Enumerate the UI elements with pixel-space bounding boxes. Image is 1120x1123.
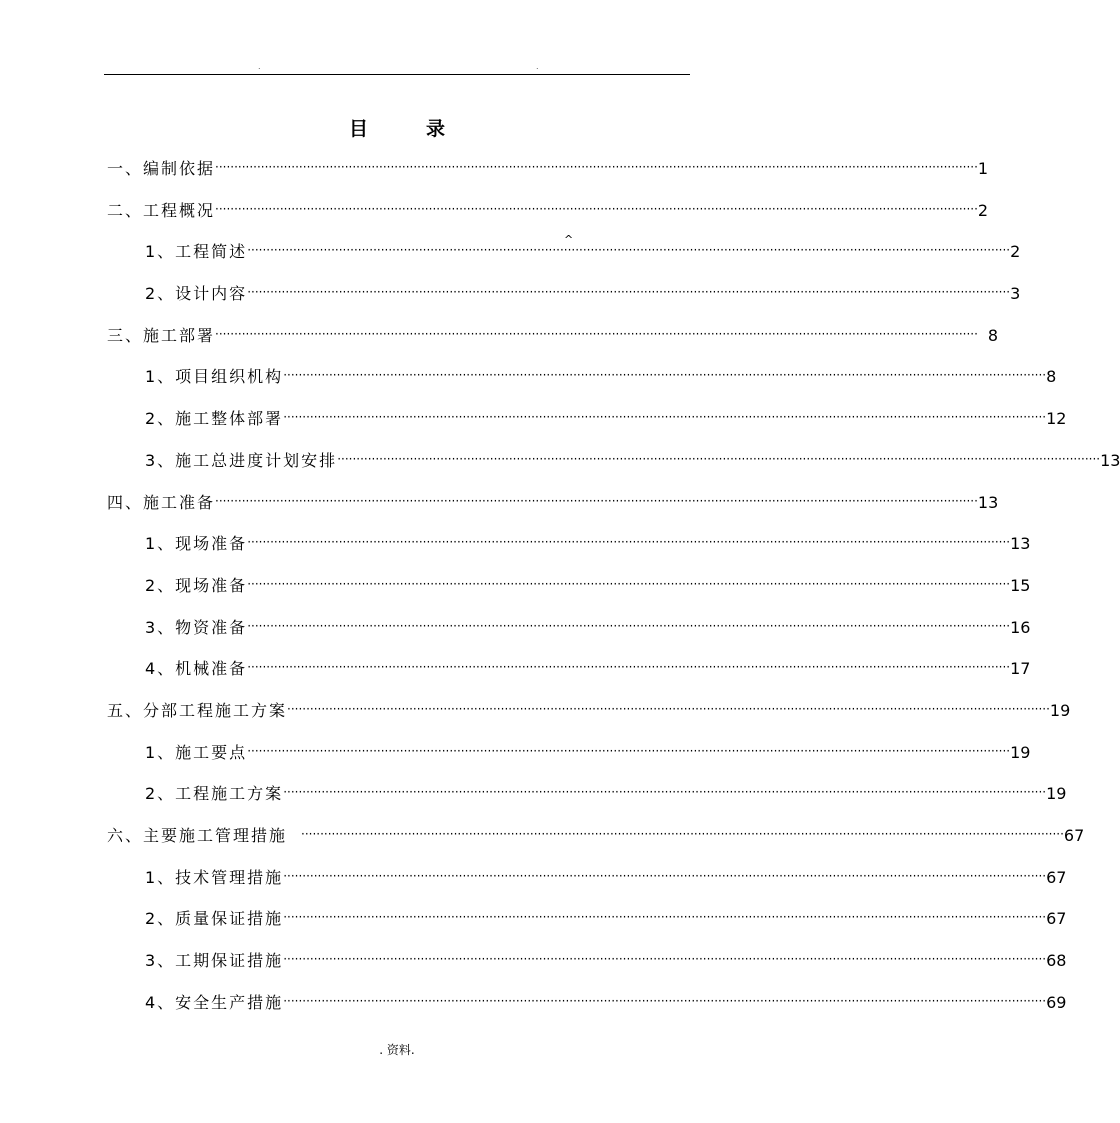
toc-entry[interactable] [145, 740, 1031, 766]
toc-entry[interactable] [107, 698, 1071, 724]
toc-entry-note: ^ [564, 233, 574, 246]
toc-leader-dots: ········································································································································································································ [283, 368, 1047, 382]
toc-entry-page: 19 [1049, 701, 1071, 720]
toc-entry-label: 3、施工总进度计划安排 [145, 451, 338, 470]
toc-entry[interactable] [145, 865, 1067, 891]
toc-leader-dots: ········································································································································································································ [283, 952, 1047, 966]
toc-leader-dots: ········································································································································································································ [337, 452, 1101, 466]
toc-entry[interactable] [145, 906, 1067, 932]
page-title [0, 116, 794, 142]
toc-entry[interactable] [145, 406, 1067, 432]
toc-entry-label: 一、编制依据 [107, 159, 216, 178]
toc-entry[interactable] [107, 198, 989, 224]
toc-leader-dots: ········································································································································································································ [247, 285, 1011, 299]
toc-entry-label: 三、施工部署 [107, 326, 216, 345]
toc-entry-label: 1、技术管理措施 [145, 868, 284, 887]
toc-entry-page: 16 [1010, 618, 1031, 637]
toc-entry[interactable] [107, 323, 999, 349]
toc-entry[interactable] [145, 531, 1031, 557]
toc-leader-dots: ········································································································································································································ [283, 869, 1047, 883]
toc-entry-label: 1、施工要点 [145, 743, 248, 762]
toc-entry-page: 13 [1100, 451, 1120, 470]
toc-entry-page: 2 [1010, 242, 1021, 261]
toc-leader-dots: ········································································································································································································ [283, 410, 1047, 424]
header-mark-right: . [536, 62, 539, 71]
toc-leader-dots: ········································································································································································································ [247, 535, 1011, 549]
header-rule [104, 74, 690, 75]
toc-entry-page: 69 [1046, 993, 1067, 1012]
toc-entry[interactable] [145, 281, 1021, 307]
toc-entry[interactable] [145, 781, 1067, 807]
toc-entry-page: 2 [977, 201, 989, 220]
toc-leader-dots: ········································································································································································································ [215, 160, 978, 174]
toc-entry[interactable] [145, 948, 1067, 974]
toc-entry[interactable] [145, 656, 1031, 682]
toc-entry-page: 8 [987, 326, 999, 345]
toc-entry-page: 67 [1063, 826, 1085, 845]
toc-entry-label: 4、安全生产措施 [145, 993, 284, 1012]
toc-entry[interactable] [145, 364, 1057, 390]
toc-leader-dots: ········································································································································································································ [283, 910, 1047, 924]
toc-entry-page: 67 [1046, 868, 1067, 887]
toc-entry-page: 19 [1046, 784, 1067, 803]
toc-entry[interactable] [145, 615, 1031, 641]
toc-entry-label: 五、分部工程施工方案 [107, 701, 288, 720]
toc-entry-page: 13 [977, 493, 999, 512]
toc-leader-dots: ········································································································································································································ [283, 785, 1047, 799]
toc-entry[interactable] [107, 823, 1085, 849]
toc-entry-label: 2、质量保证措施 [145, 909, 284, 928]
toc-entry-page: 17 [1010, 659, 1031, 678]
toc-entry[interactable] [145, 448, 1120, 474]
toc-entry-label: 二、工程概况 [107, 201, 216, 220]
toc-entry[interactable] [107, 490, 999, 516]
toc-entry-page: 3 [1010, 284, 1021, 303]
toc-leader-dots: ········································································································································································································ [247, 660, 1011, 674]
toc-leader-dots: ········································································································································································································ [215, 327, 978, 341]
toc-leader-dots: ········································································································································································································ [247, 619, 1011, 633]
toc-leader-dots: ········································································································································································································ [247, 243, 1011, 257]
toc-entry-label: 1、工程简述 [145, 242, 248, 261]
toc-leader-dots: ········································································································································································································ [301, 827, 1064, 841]
toc-leader-dots: ········································································································································································································ [247, 744, 1011, 758]
toc-entry-label: 2、施工整体部署 [145, 409, 284, 428]
toc-entry-page: 8 [1046, 367, 1057, 386]
toc-leader-dots: ········································································································································································································ [215, 494, 978, 508]
toc-entry-label: 2、设计内容 [145, 284, 248, 303]
toc-entry-page: 1 [977, 159, 989, 178]
title-char-1: 目 [348, 118, 368, 140]
toc-entry-page: 19 [1010, 743, 1031, 762]
toc-entry-page: 15 [1010, 576, 1031, 595]
toc-entry-label: 3、工期保证措施 [145, 951, 284, 970]
header-mark-left: . [258, 62, 261, 71]
toc-entry[interactable] [145, 233, 1021, 265]
toc-leader-dots: ········································································································································································································ [287, 702, 1050, 716]
toc-entry[interactable] [107, 156, 989, 182]
toc-entry-label: 四、施工准备 [107, 493, 216, 512]
toc-entry-label: 1、现场准备 [145, 534, 248, 553]
toc-leader-dots: ········································································································································································································ [215, 202, 978, 216]
toc-entry-label: 2、现场准备 [145, 576, 248, 595]
toc-entry-label: 3、物资准备 [145, 618, 248, 637]
toc-entry-page: 12 [1046, 409, 1067, 428]
title-char-2: 录 [426, 118, 446, 140]
toc-entry[interactable] [145, 990, 1067, 1016]
toc-entry-label: 4、机械准备 [145, 659, 248, 678]
toc-entry[interactable] [145, 573, 1031, 599]
toc-entry-page: 13 [1010, 534, 1031, 553]
toc-entry-page: 68 [1046, 951, 1067, 970]
toc-entry-page: 67 [1046, 909, 1067, 928]
toc-leader-dots: ········································································································································································································ [247, 577, 1011, 591]
page-footer: . 资料. [379, 1043, 415, 1057]
toc-entry-label: 2、工程施工方案 [145, 784, 284, 803]
toc-leader-dots: ········································································································································································································ [283, 994, 1047, 1008]
toc-entry-label: 1、项目组织机构 [145, 367, 284, 386]
toc-entry-label: 六、主要施工管理措施 [107, 826, 288, 845]
